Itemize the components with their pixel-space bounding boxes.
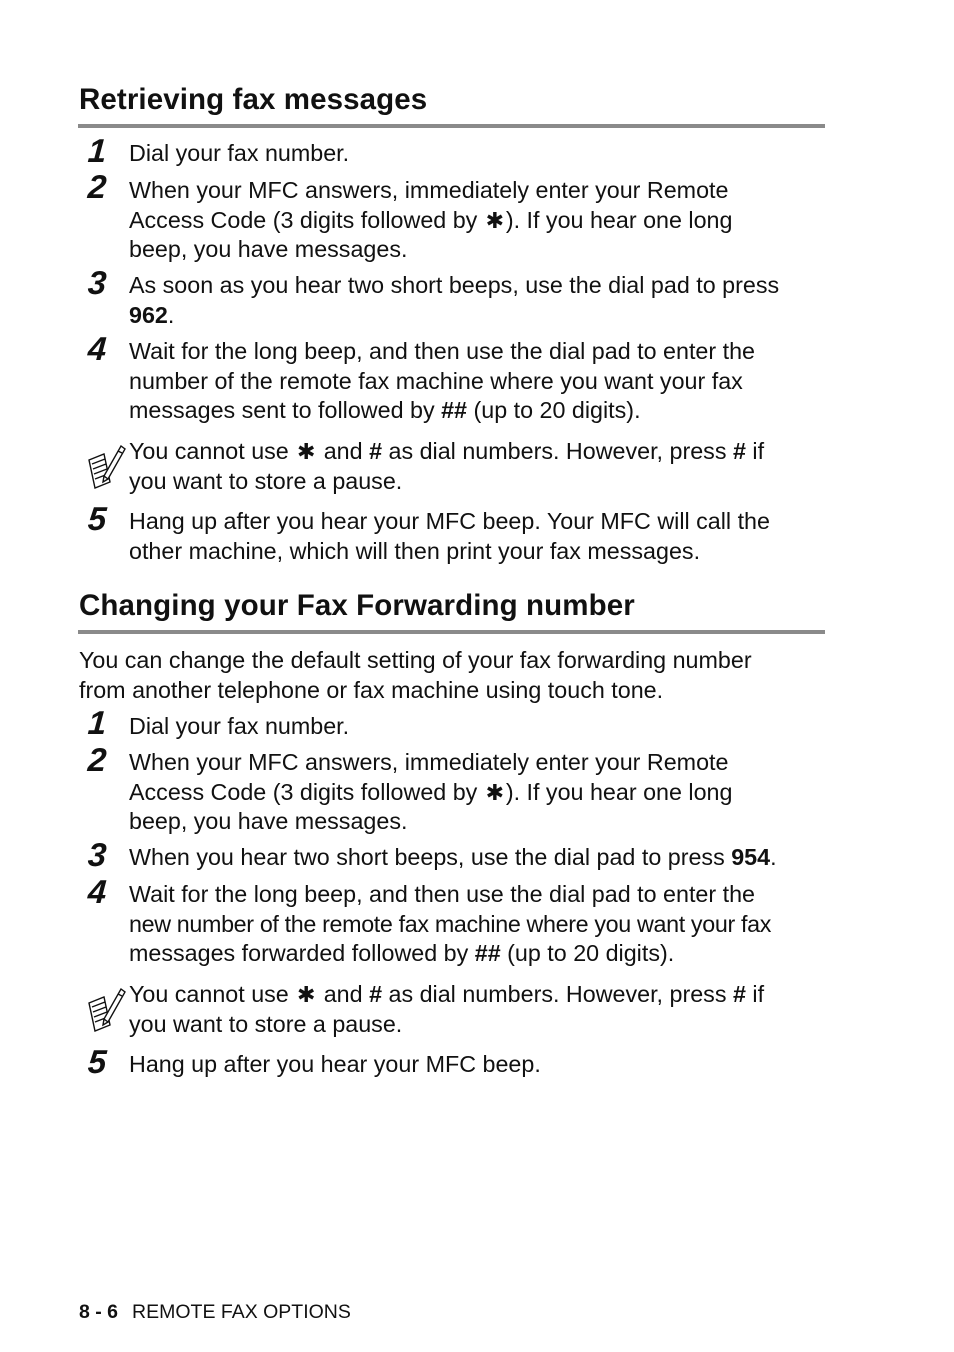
step-number: 3 [86,836,108,873]
hash-key: # [732,981,746,1007]
star-key-icon: ✱ [297,982,316,1007]
page-number: 8 - 6 [79,1301,119,1323]
step-line: Access Code (3 digits followed by [129,778,484,805]
note-text [129,437,829,496]
note-line: if [745,981,765,1007]
step-text [129,507,829,566]
note-pencil-icon [86,442,126,490]
intro-line: from another telephone or fax machine using touch tone. [79,676,664,703]
step-number: 3 [86,264,108,301]
hash-key: # [369,438,383,464]
star-key-icon: ✱ [485,207,505,233]
step-text [129,843,829,873]
step-text [129,748,829,837]
heading-rule [78,630,825,634]
step-line: other machine, which will then print your fax messages. [129,537,701,564]
step-number: 5 [86,1043,108,1080]
punctuation: . [167,301,175,328]
step-number: 2 [86,168,108,205]
step-text [129,139,829,169]
punctuation: . [770,844,777,870]
step-line: new number of the remote fax machine where you want your fax [129,910,772,937]
dial-code: 962 [129,301,168,328]
step-text [129,271,829,330]
note-line: You cannot use [129,438,296,464]
step-line: beep, you have messages. [129,236,408,262]
page-footer [79,1300,351,1324]
step-line: messages sent to followed by [129,397,442,423]
step-line: Access Code (3 digits followed by [129,206,484,233]
section-heading-retrieving: Retrieving fax messages [79,83,428,116]
intro-paragraph [79,646,839,705]
step-number: 4 [86,873,108,910]
step-number: 4 [86,330,108,367]
step-line: When your MFC answers, immediately enter your Remote [129,749,729,775]
note-line: and [317,981,370,1007]
step-number: 1 [86,132,108,169]
note-line: as dial numbers. However, press [382,438,733,464]
note-pencil-icon [86,985,126,1033]
dial-code: ## [441,397,468,423]
step-line: As soon as you hear two short beeps, use the dial pad to press [129,272,780,298]
dial-code: ## [474,940,501,966]
note-line: as dial numbers. However, press [382,981,733,1007]
step-number: 2 [86,741,108,778]
step-line: ). If you hear one long [505,778,733,805]
note-line: you want to store a pause. [129,1010,403,1037]
step-text [129,337,829,426]
note-line: and [317,438,370,464]
chapter-name: REMOTE FAX OPTIONS [132,1301,351,1323]
note-line: You cannot use [129,981,296,1007]
step-line: Dial your fax number. [129,713,350,739]
section-heading-changing: Changing your Fax Forwarding number [79,589,635,622]
step-line: messages forwarded followed by [129,940,475,966]
step-line: Hang up after you hear your MFC beep. Your MFC will call the [129,508,770,534]
note-line: if [745,438,765,464]
note-text [129,980,829,1039]
intro-line: You can change the default setting of your fax forwarding number [79,647,752,673]
step-line: ). If you hear one long [505,206,733,233]
step-line: When your MFC answers, immediately enter your Remote [129,177,729,203]
step-line: Dial your fax number. [129,140,350,166]
step-text [129,712,829,742]
star-key-icon: ✱ [485,779,505,805]
star-key-icon: ✱ [297,439,316,464]
step-text [129,1050,829,1080]
hash-key: # [732,438,746,464]
step-line: When you hear two short beeps, use the dial pad to press [129,844,732,870]
note-line: you want to store a pause. [129,467,403,494]
step-line: Wait for the long beep, and then use the dial pad to enter the [129,338,756,364]
step-text [129,176,829,265]
step-line: beep, you have messages. [129,808,408,834]
dial-code: 954 [731,844,771,870]
step-line: (up to 20 digits). [500,940,675,966]
step-text [129,880,829,969]
step-line: Hang up after you hear your MFC beep. [129,1051,541,1077]
step-line: Wait for the long beep, and then use the dial pad to enter the [129,881,756,907]
step-line: (up to 20 digits). [467,397,641,423]
step-line: number of the remote fax machine where you want your fax [129,367,743,394]
hash-key: # [369,981,383,1007]
step-number: 1 [86,704,108,741]
heading-rule [78,124,825,128]
step-number: 5 [86,500,108,537]
